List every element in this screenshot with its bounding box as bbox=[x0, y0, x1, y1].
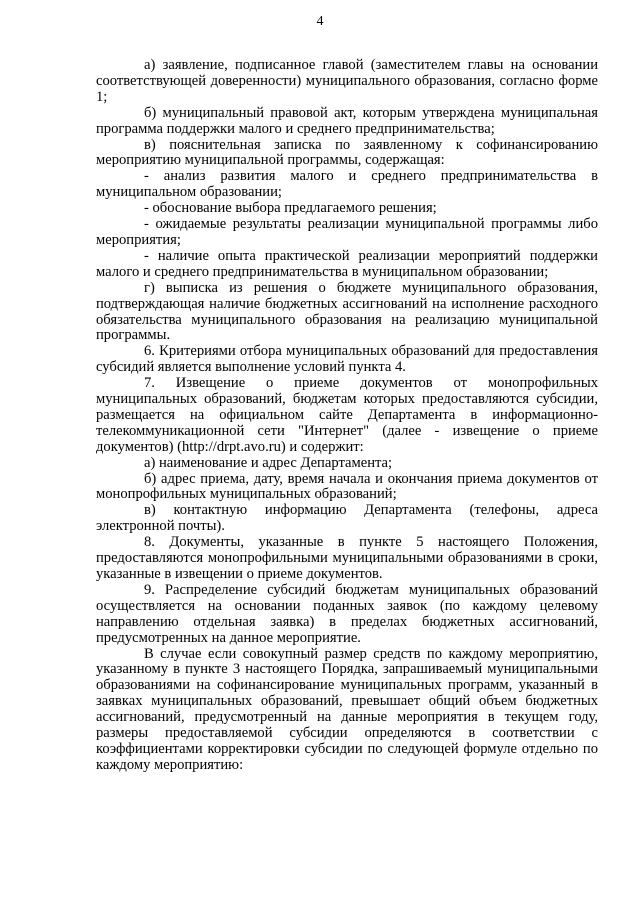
list-item-experience: - наличие опыта практической реализации мероприятий поддержки малого и среднего предпринимательства в муниципальном образовании; bbox=[96, 247, 598, 280]
paragraph-7b: б) адрес приема, дату, время начала и окончания приема документов от монопрофильных муниципальных образований; bbox=[96, 470, 598, 503]
paragraph-5b: б) муниципальный правовой акт, которым утверждена муниципальная программа поддержки малого и среднего предпринимательства; bbox=[96, 104, 598, 137]
paragraph-5g: г) выписка из решения о бюджете муниципального образования, подтверждающая наличие бюджетных ассигнований на исполнение расходного обязательства муниципального образования на реализацию муниципальной программы. bbox=[96, 279, 598, 344]
paragraph-6: 6. Критериями отбора муниципальных образований для предоставления субсидий является выполнение условий пункта 4. bbox=[96, 343, 598, 376]
paragraph-9-continued: В случае если совокупный размер средств по каждому мероприятию, указанному в пункте 3 настоящего Порядка, запрашиваемый муниципальными образованиями на софинансирование муниципальных программ, указанный в заявках муниципальных образований, превышает общий объем бюджетных ассигнований, предусмотренный на данные мероприятия в текущем году, размеры предоставляемой субсидии определяются в соответствии с коэффициентами корректировки субсидии по следующей формуле отдельно по каждому мероприятию: bbox=[96, 645, 598, 773]
paragraph-7a: а) наименование и адрес Департамента; bbox=[144, 454, 393, 471]
paragraph-8: 8. Документы, указанные в пункте 5 настоящего Положения, предоставляются монопрофильными муниципальными образованиями в сроки, указанные в извещении о приеме документов. bbox=[96, 534, 598, 582]
paragraph-9: 9. Распределение субсидий бюджетам муниципальных образований осуществляется на основании поданных заявок (по каждому целевому направлению отдельная заявка) в пределах бюджетных ассигнований, предусмотренных на данное мероприятие. bbox=[96, 581, 598, 646]
list-item-expected-results: - ожидаемые результаты реализации муниципальной программы либо мероприятия; bbox=[96, 216, 598, 248]
paragraph-7v: в) контактную информацию Департамента (телефоны, адреса электронной почты). bbox=[96, 502, 598, 535]
paragraph-5v: в) пояснительная записка по заявленному к софинансированию мероприятию муниципальной программы, содержащая: bbox=[96, 136, 598, 169]
paragraph-7: 7. Извещение о приеме документов от монопрофильных муниципальных образований, бюджетам которых предоставляются субсидии, размещается на официальном сайте Департамента в информационно-телекоммуникационной сети "Интернет" (далее - извещение о приеме документов) (http://drpt.avo.ru) и содержит: bbox=[96, 375, 598, 455]
list-item-justification: - обоснование выбора предлагаемого решения; bbox=[144, 200, 437, 217]
document-body bbox=[96, 58, 598, 774]
page-number: 4 bbox=[316, 14, 324, 29]
list-item-analysis: - анализ развития малого и среднего предпринимательства в муниципальном образовании; bbox=[96, 168, 598, 201]
paragraph-5a: а) заявление, подписанное главой (заместителем главы на основании соответствующей доверенности) муниципального образования, согласно форме 1; bbox=[96, 57, 598, 105]
